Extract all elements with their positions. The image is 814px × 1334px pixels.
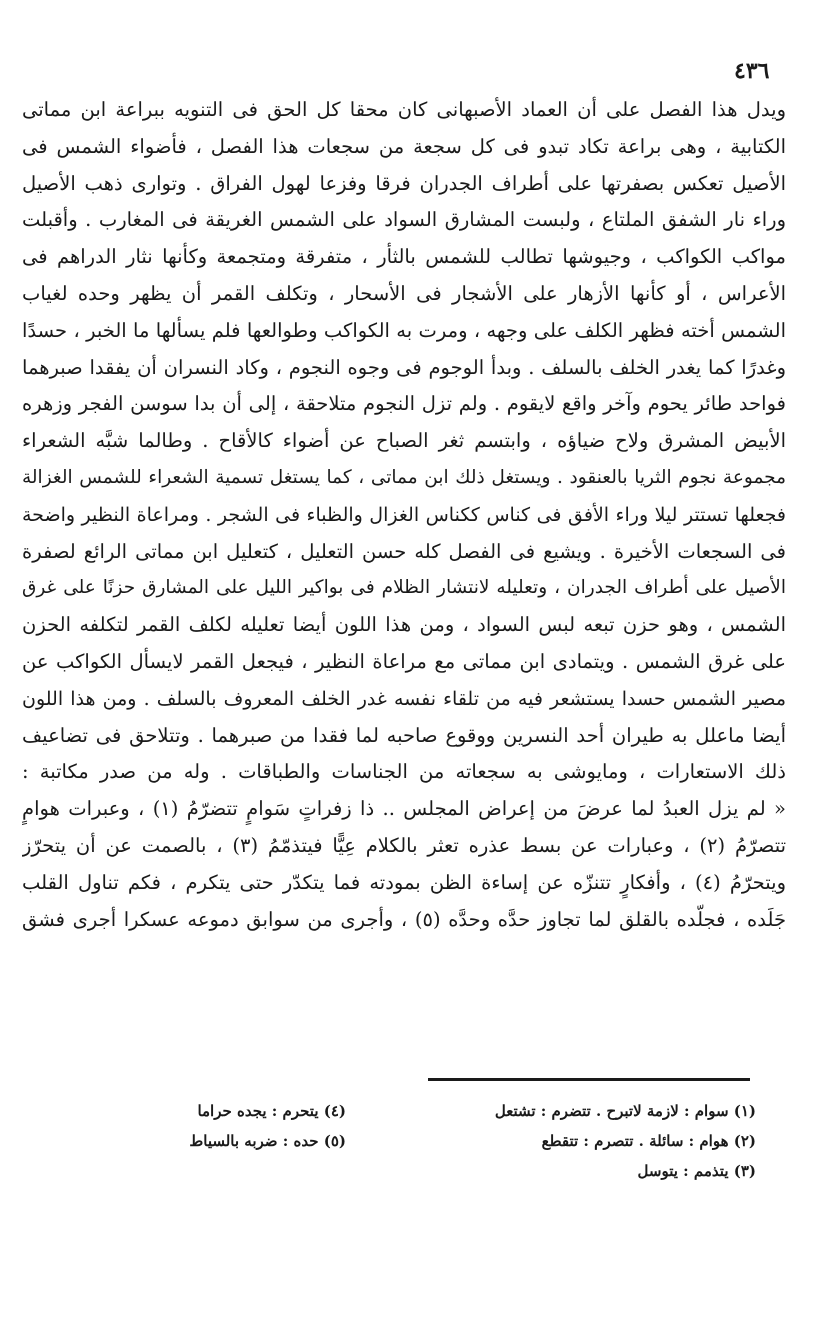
body-line: الأبيض المشرق ولاح ضياؤه ، وابتسم ثغر الصباح عن أضواء كالأقاح . وطالما شبَّه الشعراء (22, 429, 786, 453)
body-line: أيضا ماعلل به طيران أحد النسرين ووقوع صاحبه لما فقدا من صبرهما . وتتلاحق فى تضاعيف (22, 723, 786, 747)
footnote: (٥) حده : ضربه بالسياط (189, 1132, 346, 1150)
footnotes-column-left (146, 1096, 346, 1156)
footnote: (١) سوام : لازمة لاتبرح . تتضرم : تشتعل (494, 1102, 756, 1120)
footnotes-column-right (456, 1096, 756, 1186)
body-line: ويتحرّمُ (٤) ، وأفكارٍ تتنزّه عن إساءة الظن بمودته فما يتكدّر حتى يتكرم ، فكم تناول القلب (22, 870, 786, 894)
body-text (22, 92, 786, 938)
body-line: الأعراس ، أو كأنها الأزهار على الأشجار فى الأسحار ، وتكلف القمر أن يظهر وحده لغياب (22, 281, 786, 305)
footnote: (٢) هوام : سائلة . تتصرم : تتقطع (541, 1132, 756, 1150)
body-line: وراء نار الشفق الملتاع ، ولبست المشارق السواد على الشمس الغريقة فى المغارب . وأقبلت (22, 208, 786, 232)
footnote-separator (428, 1078, 750, 1081)
footnote: (٤) يتحرم : يجده حراما (197, 1102, 346, 1120)
body-line: ذلك الاستعارات ، ومايوشى به سجعاته من الجناسات والطباقات . وله من صدر مكاتبة : (22, 760, 786, 784)
body-line: ويدل هذا الفصل على أن العماد الأصبهانى كان محقا كل الحق فى التنويه ببراعة ابن مماتى (22, 98, 786, 121)
body-line: فى السجعات الأخيرة . ويشيع فى الفصل كله حسن التعليل ، كتعليل ابن مماتى الرائع لصفرة (22, 539, 786, 563)
body-line: الأصيل على أطراف الجدران ، وتعليله لانتشار الظلام فى بواكير الليل على المشارق حزنًا على غرق (22, 577, 786, 599)
body-line: الشمس أخته فظهر الكلف على وجهه ، ومرت به الكواكب وطوالعها فلم يسألها ما الخبر ، حسدًا (22, 318, 786, 342)
body-line: على غرق الشمس . ويتمادى ابن مماتى مع مراعاة النظير ، فيجعل القمر لايسأل الكواكب عن (22, 649, 786, 673)
body-line: مجموعة نجوم الثريا بالعنقود . ويستغل ذلك ابن مماتى ، كما يستغل تسمية الشعراء للشمس الغزالة (22, 466, 786, 488)
body-line: مواكب الكواكب ، وجيوشها تطالب للشمس بالثأر ، متفرقة ومتجمعة وكأنها نثار الدراهم فى (22, 245, 786, 269)
body-line: الشمس ، وهو حزن تبعه لبس السواد ، ومن هذا اللون أيضا تعليله لكلف القمر لتكلفه الحزن (22, 613, 786, 637)
body-line: فواحد طائر يحوم وآخر واقع لايقوم . ولم تزل النجوم متلاحقة ، إلى أن بدا سوسن الفجر وزهره (22, 392, 786, 416)
body-line: مصير الشمس حسدا يستشعر فيه من تلقاء نفسه غدر الخلف المعروف بالسلف . ومن هذا اللون (22, 687, 786, 710)
body-line: جَلَده ، فجلّده بالقلق لما تجاوز حدَّه وحدَّه (٥) ، وأجرى من سوابق دموعه عسكرا أجرى فشق (22, 907, 786, 931)
page-number: ٤٣٦ (734, 58, 770, 84)
footnote: (٣) يتذمم : يتوسل (637, 1162, 756, 1180)
body-line: الكتابية ، وهى براعة تكاد تبدو فى كل سجعة من سجعات هذا الفصل ، فأضواء الشمس فى (22, 134, 786, 158)
body-line: « لم يزل العبدُ لما عرضَ من إعراض المجلس .. ذا زفراتٍ سَوامٍ تتضرّمُ (١) ، وعبرات هوامٍ (22, 797, 786, 821)
body-line: الأصيل تعكس بصفرتها على أطراف الجدران فرقا وفزعا لهول الفراق . وتوارى ذهب الأصيل (22, 171, 786, 195)
body-line: وغدرًا كما يغدر الخلف بالسلف . وبدأ الوجوم فى وجوه النجوم ، وكاد النسران أن يفقدا صبرهما (22, 355, 786, 379)
body-line: فجعلها تستتر ليلا وراء الأفق فى كناس ككناس الغزال والظباء فى الشجر . ومراعاة النظير واضحة (22, 503, 786, 526)
body-line: تتصرّمُ (٢) ، وعبارات عن بسط عذره تعثر بالكلام عِيًّا فيتذمّمُ (٣) ، بالصمت عن أن يتحرّز (22, 833, 786, 857)
